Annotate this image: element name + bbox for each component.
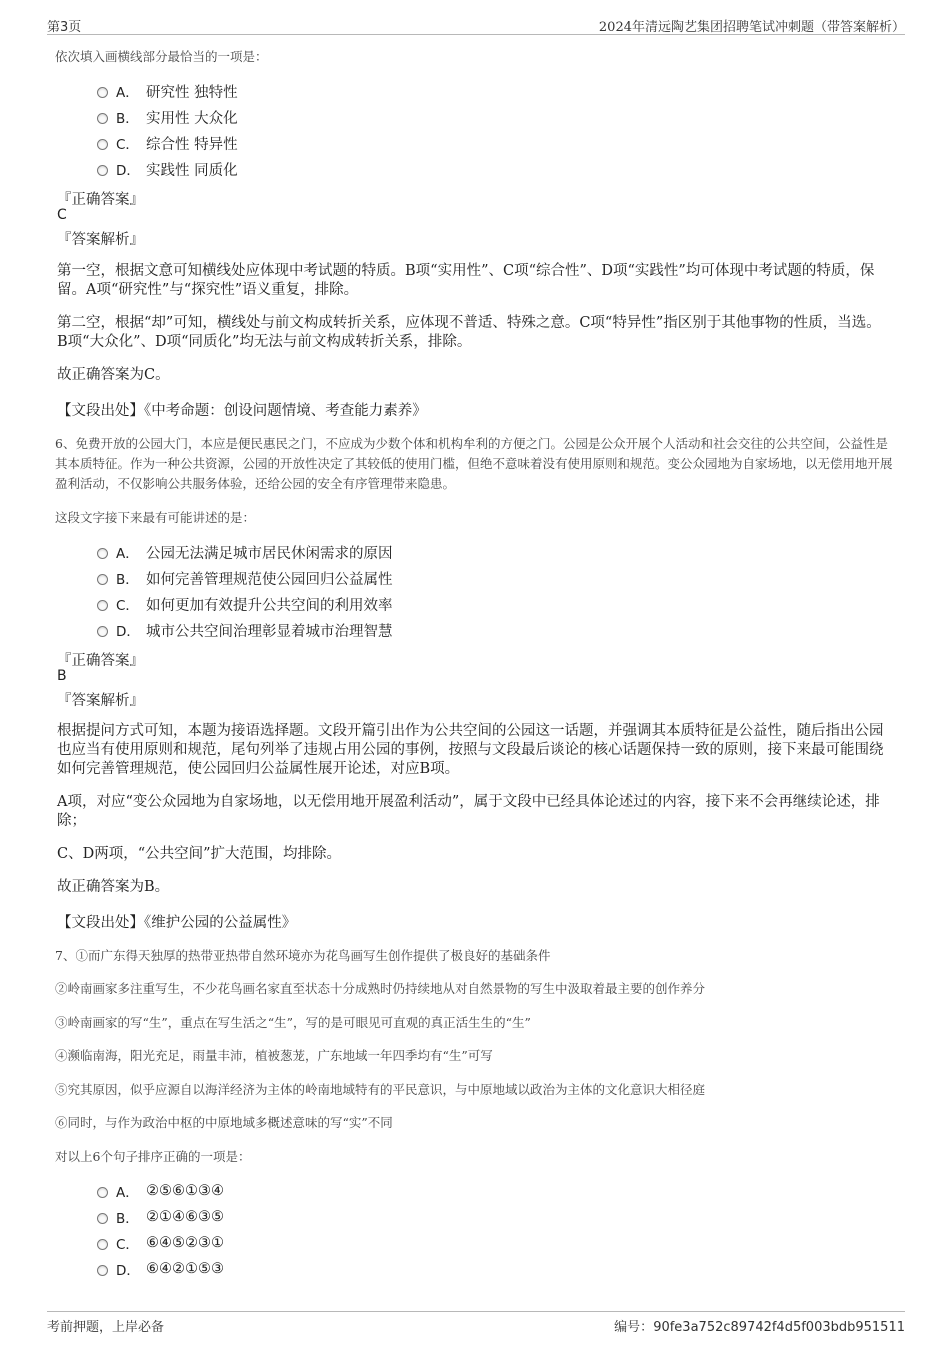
q6-analysis-label: 『答案解析』	[57, 693, 144, 709]
radio-icon[interactable]	[97, 626, 108, 637]
q7-sentence: ③岭南画家的写“生”，重点在写生活之“生”，写的是可眼见可直观的真正活生生的“生”	[55, 1015, 531, 1030]
q6-option-a[interactable]: A． 公园无法满足城市居民休闲需求的原因	[97, 542, 393, 562]
q7-sentence: ②岭南画家多注重写生，不少花鸟画名家直至状态十分成熟时仍持续地从对自然景物的写生中汲取着最主要的创作养分	[55, 981, 706, 996]
radio-icon[interactable]	[97, 1213, 108, 1224]
q6-passage: 6、免费开放的公园大门，本应是便民惠民之门，不应成为少数个体和机构牟利的方便之门。公园是公众开展个人活动和社会交往的公共空间，公益性是其本质特征。作为一种公共资源，公园的开放性决定了其较低的使用门槛，但绝不意味着没有使用原则和规范。变公众园地为自家场地，以无偿用地开展盈利活动，不仅影响公共服务体验，还给公园的安全有序管理带来隐患。	[55, 436, 893, 491]
q7-prompt: 对以上6个句子排序正确的一项是：	[55, 1149, 251, 1164]
q6-answer-label: 『正确答案』	[57, 653, 144, 669]
q7-option-d[interactable]: D． ⑥④②①⑤③	[97, 1259, 224, 1279]
radio-icon[interactable]	[97, 574, 108, 585]
q6-analysis-paragraph: C、D两项，“公共空间”扩大范围，均排除。	[57, 846, 342, 862]
q6-answer: B	[57, 668, 67, 684]
radio-icon[interactable]	[97, 1239, 108, 1250]
document-title: 2024年清远陶艺集团招聘笔试冲刺题（带答案解析）	[598, 20, 905, 35]
q6-source: 【文段出处】《维护公园的公益属性》	[57, 915, 297, 931]
q5-analysis-paragraph: 故正确答案为C。	[57, 367, 170, 383]
q7-option-a[interactable]: A． ②⑤⑥①③④	[97, 1181, 224, 1201]
footer-slogan: 考前押题，上岸必备	[47, 1320, 165, 1335]
q7-option-b[interactable]: B． ②①④⑥③⑤	[97, 1207, 224, 1227]
radio-icon[interactable]	[97, 1265, 108, 1276]
radio-icon[interactable]	[97, 548, 108, 559]
q6-prompt: 这段文字接下来最有可能讲述的是：	[55, 510, 256, 525]
footer-code-label: 编号：	[614, 1320, 654, 1335]
q7-option-c[interactable]: C． ⑥④⑤②③①	[97, 1233, 224, 1253]
q7-sentence: 7、①而广东得天独厚的热带亚热带自然环境亦为花鸟画写生创作提供了极良好的基础条件	[55, 948, 551, 963]
q5-option-c[interactable]: C． 综合性 特异性	[97, 133, 238, 153]
q6-option-c[interactable]: C． 如何更加有效提升公共空间的利用效率	[97, 594, 393, 614]
q5-answer-label: 『正确答案』	[57, 192, 144, 208]
q6-analysis-paragraph: A项，对应“变公众园地为自家场地，以无偿用地开展盈利活动”，属于文段中已经具体论述过的内容，接下来不会再继续论述，排除；	[57, 794, 880, 829]
radio-icon[interactable]	[97, 113, 108, 124]
q5-analysis-paragraph: 第二空，根据“却”可知，横线处与前文构成转折关系，应体现不普适、特殊之意。C项“特异性”指区别于其他事物的性质，当选。B项“大众化”、D项“同质化”均无法与前文构成转折关系，排除。	[57, 315, 881, 350]
page-footer	[47, 1311, 905, 1336]
radio-icon[interactable]	[97, 87, 108, 98]
radio-icon[interactable]	[97, 600, 108, 611]
q6-analysis-paragraph: 根据提问方式可知，本题为接语选择题。文段开篇引出作为公共空间的公园这一话题，并强调其本质特征是公益性，随后指出公园也应当有使用原则和规范，尾句列举了违规占用公园的事例，按照与文段最后谈论的核心话题保持一致的原则，接下来最可能围绕如何完善管理规范，使公园回归公益属性展开论述，对应B项。	[57, 723, 884, 777]
page-number: 第3页	[47, 20, 82, 35]
page-header	[47, 14, 905, 35]
q5-option-d[interactable]: D． 实践性 同质化	[97, 159, 238, 179]
radio-icon[interactable]	[97, 165, 108, 176]
q6-option-d[interactable]: D． 城市公共空间治理彰显着城市治理智慧	[97, 620, 393, 640]
q7-sentence: ⑤究其原因，似乎应源自以海洋经济为主体的岭南地域特有的平民意识，与中原地域以政治为主体的文化意识大相径庭	[55, 1082, 706, 1097]
q5-prompt: 依次填入画横线部分最恰当的一项是：	[55, 49, 268, 64]
q5-option-b[interactable]: B． 实用性 大众化	[97, 107, 238, 127]
q6-analysis-paragraph: 故正确答案为B。	[57, 879, 170, 895]
q5-source: 【文段出处】《中考命题：创设问题情境、考查能力素养》	[57, 403, 427, 419]
q5-answer: C	[57, 207, 67, 223]
q7-sentence: ⑥同时，与作为政治中枢的中原地域多概述意味的写“实”不同	[55, 1115, 393, 1130]
radio-icon[interactable]	[97, 139, 108, 150]
radio-icon[interactable]	[97, 1187, 108, 1198]
q6-option-b[interactable]: B． 如何完善管理规范使公园回归公益属性	[97, 568, 393, 588]
q5-analysis-paragraph: 第一空，根据文意可知横线处应体现中考试题的特质。B项“实用性”、C项“综合性”、D项“实践性”均可体现中考试题的特质，保留。A项“研究性”与“探究性”语义重复，排除。	[57, 263, 875, 298]
q7-sentence: ④濒临南海，阳光充足，雨量丰沛，植被葱茏，广东地域一年四季均有“生”可写	[55, 1048, 493, 1063]
q5-analysis-label: 『答案解析』	[57, 232, 144, 248]
footer-id	[614, 1316, 905, 1335]
q5-option-a[interactable]: A． 研究性 独特性	[97, 81, 238, 101]
footer-code: 90fe3a752c89742f4d5f003bdb951511	[653, 1320, 905, 1335]
